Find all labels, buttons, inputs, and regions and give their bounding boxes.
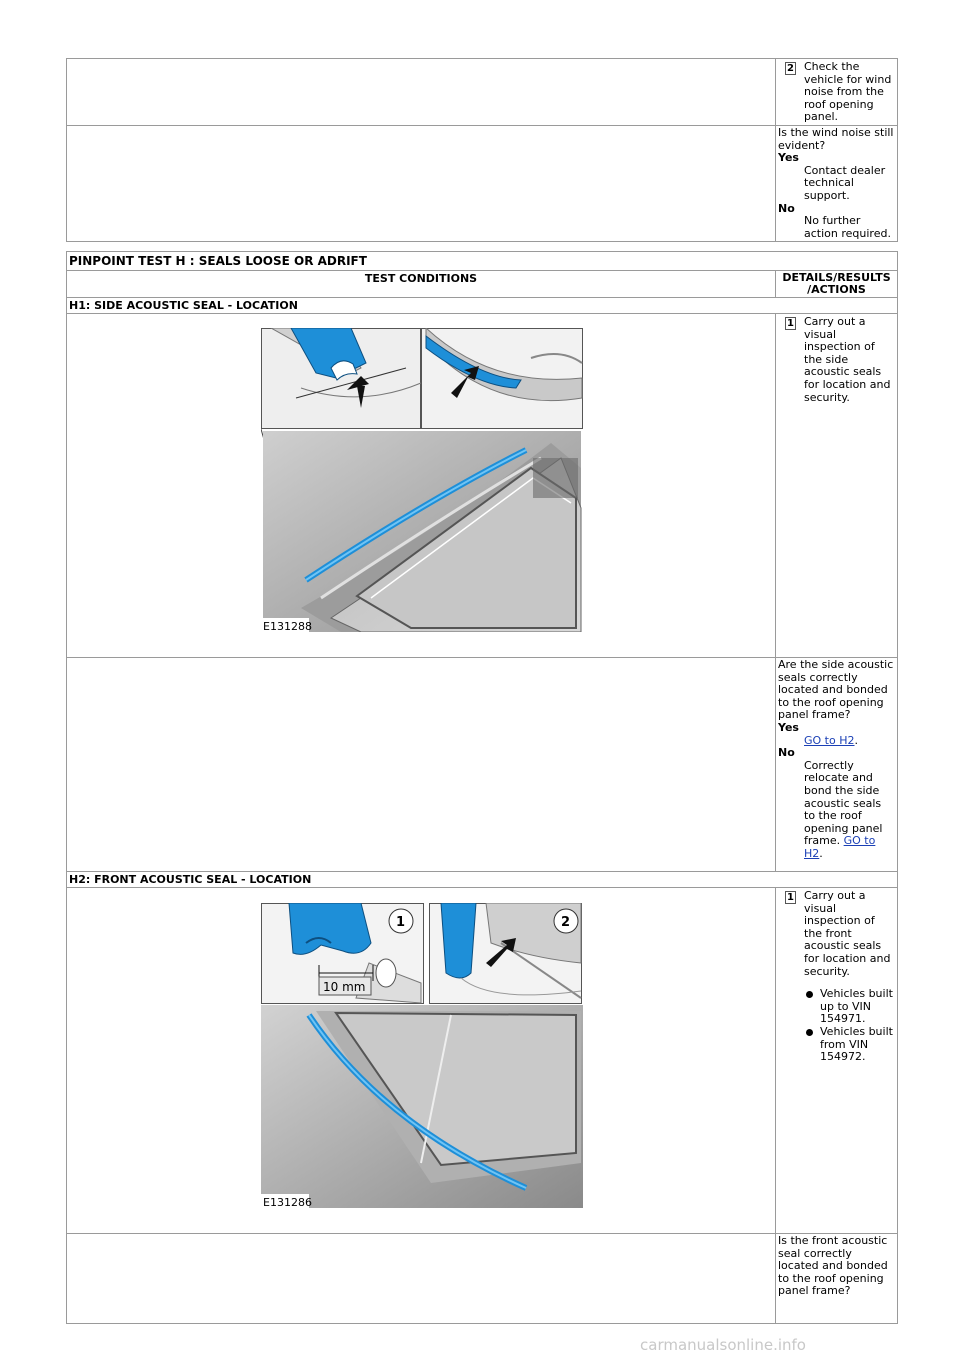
test-title: PINPOINT TEST H : SEALS LOOSE OR ADRIFT	[67, 252, 898, 271]
step2-table	[66, 58, 898, 242]
wind-question-details	[776, 125, 898, 241]
callout-2: 2	[561, 915, 571, 930]
yes-label: Yes	[778, 151, 799, 165]
no-label: No	[778, 746, 795, 760]
empty-cell	[67, 1234, 776, 1324]
h1-step-details	[776, 314, 898, 658]
h2-question-details	[776, 1234, 898, 1324]
go-to-h2-link[interactable]: GO to H2	[804, 733, 855, 747]
empty-cell	[67, 658, 776, 872]
front-seal-figure	[261, 903, 583, 1208]
no-text: No further action required.	[804, 214, 891, 240]
dimension-label: 10 mm	[323, 980, 366, 994]
figure-label: E131288	[263, 620, 312, 632]
callout-1: 1	[396, 915, 406, 930]
step-number: 1	[785, 891, 796, 904]
yes-label: Yes	[778, 720, 799, 734]
figure-label: E131286	[263, 1196, 312, 1208]
empty-cell	[67, 59, 776, 126]
h2-step-details	[776, 888, 898, 1234]
step-text: Carry out a visual inspection of the side acoustic seals for location and security.	[804, 315, 891, 404]
question-text: Is the front acoustic seal correctly located and bonded to the roof opening panel frame?	[778, 1234, 888, 1298]
go-to-h2-link[interactable]: GO to H2	[804, 834, 876, 860]
question-text: Are the side acoustic seals correctly located and bonded to the roof opening panel frame?	[778, 658, 894, 722]
question-text: Is the wind noise still evident?	[778, 125, 894, 152]
step-number: 2	[785, 62, 796, 75]
no-text: Correctly relocate and bond the side acoustic seals to the roof opening panel frame.	[804, 758, 883, 848]
empty-cell	[67, 125, 776, 241]
vin-bullet-list	[804, 988, 895, 1064]
list-item: Vehicles built up to VIN 154971.	[804, 988, 895, 1026]
side-seal-figure	[261, 328, 583, 632]
no-label: No	[778, 201, 795, 215]
step2-details	[776, 59, 898, 126]
h1-question-details: Are the side acoustic seals correctly located and bonded to the roof opening panel frame? Yes GO to H2. No Correctly relocate and bond the side acoustic seals to the roof opening panel frame. GO to H2.	[776, 658, 898, 872]
h1-title: H1: SIDE ACOUSTIC SEAL - LOCATION	[67, 298, 898, 314]
col-header-conditions: TEST CONDITIONS	[67, 271, 776, 298]
step-number: 1	[785, 317, 796, 330]
yes-text: Contact dealer technical support.	[804, 163, 886, 202]
step-text: Check the vehicle for wind noise from the roof opening panel.	[804, 60, 892, 124]
col-header-details: DETAILS/RESULTS /ACTIONS	[776, 271, 898, 298]
list-item: Vehicles built from VIN 154972.	[804, 1026, 895, 1064]
h2-title: H2: FRONT ACOUSTIC SEAL - LOCATION	[67, 872, 898, 888]
step-text: Carry out a visual inspection of the front acoustic seals for location and security.	[804, 889, 891, 978]
watermark: carmanualsonline.info	[640, 1336, 806, 1354]
